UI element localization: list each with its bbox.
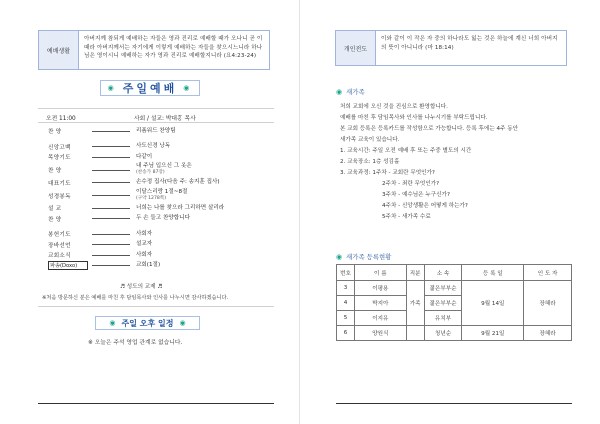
- leader-line: [92, 255, 130, 256]
- hymn-number: (찬송가 87장): [136, 170, 165, 175]
- bullet-icon: ◉: [183, 84, 193, 92]
- leader-line: [92, 131, 130, 132]
- leader-line: [92, 208, 130, 209]
- order-content: 두 손 들고 찬양합니다: [136, 215, 190, 222]
- order-label: 신앙고백: [48, 144, 71, 151]
- bullet-icon: ◉: [336, 87, 343, 96]
- edu-step: 4주차 - 신앙생활은 어떻게 하는가?: [382, 203, 468, 209]
- cell-position: 가족: [406, 281, 424, 326]
- bullet-icon: ◉: [336, 252, 343, 261]
- order-label: 찬 양: [48, 129, 62, 136]
- order-item: [48, 142, 268, 153]
- cell-no: 6: [337, 326, 355, 341]
- table-row: [337, 281, 572, 296]
- order-content: 다같이: [136, 153, 153, 160]
- order-item: [48, 250, 268, 261]
- leader-line: [92, 218, 130, 219]
- order-content: [136, 163, 268, 176]
- bullet-icon: ◉: [179, 319, 186, 327]
- cell-name: 박지아: [354, 296, 406, 311]
- registration-table: [336, 264, 572, 341]
- cell-no: 5: [337, 311, 355, 326]
- order-content: 사회자: [136, 230, 153, 237]
- bullet-icon: ◉: [109, 319, 116, 327]
- order-label: 설 교: [48, 206, 62, 213]
- column-header: 소 속: [424, 265, 462, 281]
- verse-text: 이와 같이 이 작은 자 중의 하나라도 잃는 것은 하늘에 계신 너희 아버지의 뜻이 아니니라 (마 18:14): [381, 36, 558, 51]
- cell-dept: 청년순: [424, 326, 462, 341]
- registration-title-text: 새가족 등록현황: [346, 253, 392, 261]
- fellowship-line: ♬ 성도의 교제 ♬: [120, 284, 163, 290]
- edu-line: 3. 교육과정: 1주차 - 교회란 무엇인가?: [340, 170, 435, 176]
- scripture-ref: 이달스리랑 1절~8절: [136, 188, 188, 195]
- order-content: 손수정 집사(다음 주: 송지훈 집사): [136, 179, 220, 186]
- edu-step: 2주차 - 죄란 무엇인가?: [382, 181, 440, 187]
- leader-line: [92, 265, 130, 266]
- order-label: 파송(Doxo): [48, 261, 88, 270]
- main-service-banner: [100, 80, 200, 96]
- order-label: 찬 양: [48, 168, 62, 174]
- order-label: 목양기도: [48, 155, 71, 162]
- order-label: 대표기도: [48, 180, 71, 187]
- edu-step: 3주차 - 예수님은 누구신가?: [382, 192, 450, 198]
- worship-verse-box: [38, 30, 270, 70]
- cell-name: 양원식: [354, 326, 406, 341]
- cell-position: [406, 326, 424, 341]
- order-item: [48, 240, 268, 251]
- order-label: 교회소식: [48, 253, 71, 260]
- order-content: 설교자: [136, 241, 153, 248]
- verse-tag: 개인전도: [336, 31, 376, 65]
- cell-date: 9월 21일: [462, 326, 524, 341]
- cell-date: 9월 14일: [462, 281, 524, 326]
- order-of-service: [48, 126, 268, 271]
- order-item: [48, 188, 268, 203]
- divider: [38, 108, 274, 109]
- edu-line: 2. 교육장소: 1층 성김홀: [340, 159, 400, 165]
- order-label: 찬 양: [48, 216, 62, 223]
- order-item: [48, 229, 268, 240]
- service-time: 오전 11:00: [46, 116, 76, 122]
- sermon-title: 너희는 나를 찾으라 그리하면 살리라: [136, 204, 225, 211]
- leader-line: [92, 182, 130, 183]
- cell-dept: 젊은부부순: [424, 281, 462, 296]
- leader-line: [92, 146, 130, 147]
- column-header: 번호: [337, 265, 355, 281]
- column-header: 직분: [406, 265, 424, 281]
- table-header-row: [337, 265, 572, 281]
- order-item: [48, 152, 268, 163]
- order-item: [48, 163, 268, 178]
- order-item: [48, 214, 268, 225]
- afternoon-text: ※ 오늘은 주석 영업 관계로 없습니다.: [88, 340, 183, 346]
- verse-tag: 예배생활: [39, 31, 79, 69]
- cell-no: 4: [337, 296, 355, 311]
- cell-name: 이평용: [354, 281, 406, 296]
- column-header: 이 름: [354, 265, 406, 281]
- welcome-line: 새가족 교육이 있습니다.: [340, 137, 400, 143]
- cell-no: 3: [337, 281, 355, 296]
- bottom-rule: [38, 403, 274, 404]
- cell-guide: 장혜라: [524, 326, 572, 341]
- newcomer-section-title: [336, 87, 365, 96]
- registration-section-title: [336, 252, 391, 261]
- hymn-title: 내 주님 입으신 그 옷은: [136, 163, 192, 170]
- visitor-note: ※처음 방문하신 분은 예배를 마친 후 담임목사와 인사를 나누시면 감사하겠습니다.: [42, 295, 229, 301]
- leader-line: [92, 244, 130, 245]
- cell-guide: 장혜라: [524, 281, 572, 326]
- order-content: 사회자: [136, 251, 153, 258]
- order-item: [48, 261, 268, 272]
- divider: [38, 306, 274, 307]
- cell-dept: 젊은부부순: [424, 296, 462, 311]
- table-row: [337, 326, 572, 341]
- order-item: [48, 203, 268, 214]
- leader-line: [92, 234, 130, 235]
- verse-text: 아버지께 참되게 예배하는 자들은 영과 진리로 예배할 때가 오나니 곧 이 때라 아버지께서는 자기에게 이렇게 예배하는 자들을 찾으시느니라 하나님은 영이시니 예배하는 자가 영과 진리로 예배할지니라 (요4:23-24): [84, 36, 263, 59]
- welcome-text: [340, 102, 572, 223]
- welcome-line: 처희 교회에 오신 것을 진심으로 환영합니다.: [340, 104, 448, 110]
- order-label: 봉헌기도: [48, 232, 71, 239]
- leader-line: [92, 170, 130, 171]
- order-content: [136, 189, 268, 202]
- order-content: 사도신경 낭독: [136, 143, 171, 150]
- order-item: [48, 178, 268, 189]
- bullet-icon: ◉: [107, 84, 117, 92]
- evangelism-verse-box: [335, 30, 567, 66]
- order-content: 리폼워드 찬양팀: [136, 127, 176, 134]
- leader-line: [92, 195, 130, 196]
- scripture-page: (구약 1278쪽): [136, 195, 167, 201]
- order-label: 장바선언: [48, 242, 71, 249]
- welcome-line: 예배를 마친 후 담임목사와 인사를 나누시기를 부탁드립니다.: [340, 115, 488, 121]
- cell-name: 이지유: [354, 311, 406, 326]
- bottom-rule: [336, 403, 572, 404]
- main-service-title: 주일예배: [122, 82, 178, 95]
- leader-line: [92, 157, 130, 158]
- afternoon-title: 주일 오후 일정: [121, 318, 174, 328]
- afternoon-banner: [95, 316, 200, 330]
- newcomer-title-text: 새가족: [346, 88, 365, 96]
- edu-line: 1. 교육시간: 주일 오전 예배 후 또는 주중 별도의 시간: [340, 148, 472, 154]
- edu-step: 5주차 - 새가족 수료: [382, 214, 431, 220]
- divider: [38, 122, 274, 123]
- column-header: 등 록 일: [462, 265, 524, 281]
- service-preacher: 사회 / 설교: 박대홍 목사: [134, 116, 196, 122]
- cell-dept: 유치부: [424, 311, 462, 326]
- order-content: 교회(1절): [136, 262, 161, 269]
- order-item: [48, 126, 268, 137]
- order-label: 성경봉독: [48, 193, 71, 200]
- welcome-line: 본 교회 등록은 등록카드를 작성함으로 가능합니다. 등록 후에는 4주 동안: [340, 126, 519, 132]
- column-header: 인 도 자: [524, 265, 572, 281]
